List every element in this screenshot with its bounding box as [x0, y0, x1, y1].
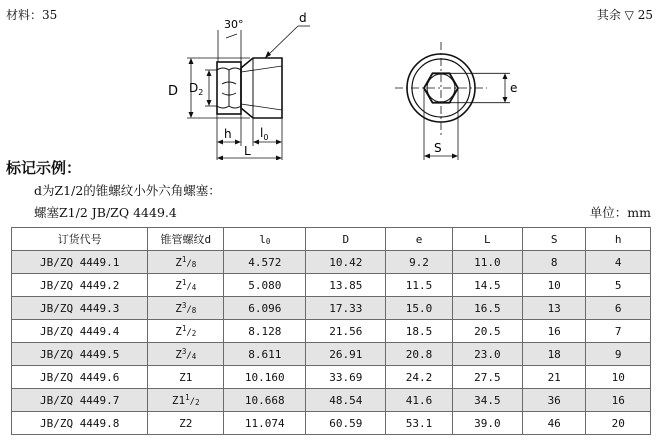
side-view	[217, 58, 282, 118]
header-thread: 锥管螺纹d	[148, 228, 224, 251]
cell-h: 4	[586, 251, 651, 274]
cell-thread: $Z1^1/_2$	[148, 389, 224, 412]
cell-code: JB/ZQ 4449.4	[12, 320, 148, 343]
table-row	[12, 297, 651, 320]
table-row	[12, 389, 651, 412]
cell-e: 18.5	[386, 320, 452, 343]
table-header-row	[12, 228, 651, 251]
marking-example-line-2: 螺塞Z1/2 JB/ZQ 4449.4	[34, 205, 177, 220]
cell-e: 11.5	[386, 274, 452, 297]
cell-s: 16	[522, 320, 586, 343]
plug-drawing	[0, 0, 661, 160]
side-dimensions	[187, 26, 310, 160]
cell-e: 15.0	[386, 297, 452, 320]
cell-h: 5	[586, 274, 651, 297]
cell-l0: 6.096	[224, 297, 306, 320]
cell-l0: 8.128	[224, 320, 306, 343]
cell-thread: Z1	[148, 366, 224, 389]
cell-l: 23.0	[452, 343, 522, 366]
marking-example-title: 标记示例：	[6, 159, 82, 177]
cell-d: 60.59	[306, 412, 386, 435]
header-l0: $l_0$	[224, 228, 306, 251]
cell-e: 53.1	[386, 412, 452, 435]
roughness-note: 其余 ▽ 25	[596, 8, 653, 22]
cell-d: 26.91	[306, 343, 386, 366]
S-label: S	[434, 141, 442, 155]
h-label: h	[224, 127, 232, 141]
table-row	[12, 412, 651, 435]
table-row	[12, 320, 651, 343]
material-label: 材料：35	[6, 8, 58, 22]
cell-e: 24.2	[386, 366, 452, 389]
cell-l: 11.0	[452, 251, 522, 274]
cell-h: 20	[586, 412, 651, 435]
cell-l0: 4.572	[224, 251, 306, 274]
end-view	[395, 42, 487, 136]
cell-l: 14.5	[452, 274, 522, 297]
cell-l: 27.5	[452, 366, 522, 389]
cell-code: JB/ZQ 4449.8	[12, 412, 148, 435]
cell-l: 20.5	[452, 320, 522, 343]
cell-d: 33.69	[306, 366, 386, 389]
cell-code: JB/ZQ 4449.6	[12, 366, 148, 389]
cell-code: JB/ZQ 4449.1	[12, 251, 148, 274]
header-h: h	[586, 228, 651, 251]
cell-thread: Z2	[148, 412, 224, 435]
cell-code: JB/ZQ 4449.3	[12, 297, 148, 320]
table-row	[12, 343, 651, 366]
e-label: e	[510, 81, 518, 95]
table-row	[12, 251, 651, 274]
cell-d: 21.56	[306, 320, 386, 343]
cell-code: JB/ZQ 4449.5	[12, 343, 148, 366]
cell-h: 9	[586, 343, 651, 366]
spec-table-body	[12, 251, 651, 435]
header-S: S	[522, 228, 586, 251]
header-order-code: 订货代号	[12, 228, 148, 251]
cell-s: 21	[522, 366, 586, 389]
cell-thread: $Z^3/_8$	[148, 297, 224, 320]
cell-code: JB/ZQ 4449.7	[12, 389, 148, 412]
cell-thread: $Z^1/_8$	[148, 251, 224, 274]
header-D: D	[306, 228, 386, 251]
cell-s: 36	[522, 389, 586, 412]
spec-table	[11, 227, 651, 435]
table-row	[12, 274, 651, 297]
L-label: L	[244, 144, 251, 158]
cell-l: 34.5	[452, 389, 522, 412]
cell-l: 39.0	[452, 412, 522, 435]
cell-thread: $Z^1/_2$	[148, 320, 224, 343]
cell-h: 7	[586, 320, 651, 343]
unit-label: 单位：mm	[589, 205, 651, 220]
table-row	[12, 366, 651, 389]
cell-s: 8	[522, 251, 586, 274]
cell-d: 10.42	[306, 251, 386, 274]
cell-s: 10	[522, 274, 586, 297]
cell-l0: 10.160	[224, 366, 306, 389]
cell-thread: $Z^3/_4$	[148, 343, 224, 366]
cell-d: 13.85	[306, 274, 386, 297]
cell-s: 18	[522, 343, 586, 366]
cell-h: 10	[586, 366, 651, 389]
cell-h: 16	[586, 389, 651, 412]
cell-thread: $Z^1/_4$	[148, 274, 224, 297]
cell-l0: 11.074	[224, 412, 306, 435]
cell-code: JB/ZQ 4449.2	[12, 274, 148, 297]
header-L: L	[452, 228, 522, 251]
cell-h: 6	[586, 297, 651, 320]
angle-label: 30°	[224, 18, 244, 31]
cell-e: 9.2	[386, 251, 452, 274]
marking-example-line-1: d为Z1/2的锥螺纹小外六角螺塞：	[34, 183, 221, 198]
cell-d: 17.33	[306, 297, 386, 320]
D-label: D	[168, 84, 179, 99]
cell-l0: 10.668	[224, 389, 306, 412]
d-label: d	[299, 11, 307, 25]
cell-e: 41.6	[386, 389, 452, 412]
cell-l0: 5.080	[224, 274, 306, 297]
cell-l: 16.5	[452, 297, 522, 320]
cell-d: 48.54	[306, 389, 386, 412]
cell-e: 20.8	[386, 343, 452, 366]
cell-l0: 8.611	[224, 343, 306, 366]
l0-label: $l_0$	[260, 126, 269, 142]
D2-label: $D_2$	[189, 81, 204, 97]
cell-s: 46	[522, 412, 586, 435]
cell-s: 13	[522, 297, 586, 320]
header-e: e	[386, 228, 452, 251]
